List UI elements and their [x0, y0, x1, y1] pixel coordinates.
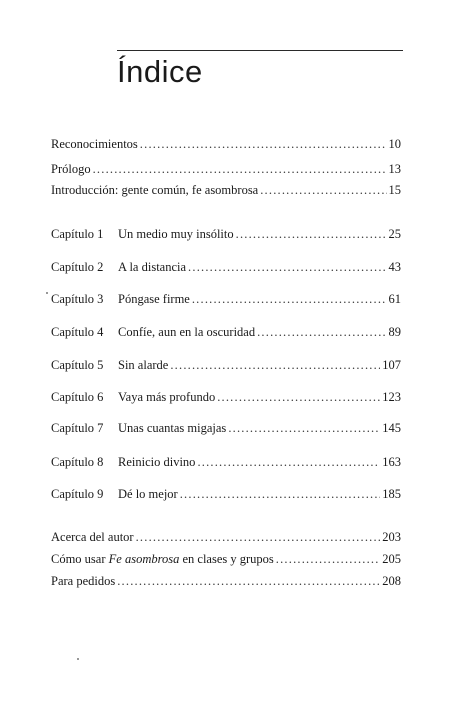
toc-entry-label: Prólogo: [51, 162, 91, 176]
chapter-page: 61: [388, 292, 401, 306]
toc-entry-para-pedidos: [51, 574, 401, 589]
toc-chapter-7: [51, 421, 401, 436]
toc-chapter-4: [51, 325, 401, 340]
dot-leader: [236, 227, 387, 242]
chapter-page: 145: [382, 421, 401, 435]
toc-chapter-9: [51, 487, 401, 502]
toc-chapter-2: [51, 260, 401, 275]
dot-leader: [136, 530, 381, 545]
chapter-page: 43: [388, 260, 401, 274]
toc-chapter-3: [51, 292, 401, 307]
chapter-title: Dé lo mejor: [118, 487, 178, 501]
dot-leader: [180, 487, 381, 502]
chapter-title: A la distancia: [118, 260, 187, 274]
toc-entry-prologo: [51, 162, 401, 177]
chapter-number: Capítulo 3: [51, 292, 104, 306]
dot-leader: [217, 390, 380, 405]
toc-entry-label: Reconocimientos: [51, 137, 138, 151]
toc-entry-page: 10: [388, 137, 401, 151]
dot-leader: [140, 137, 387, 152]
scan-speck: [77, 658, 79, 660]
toc-entry-page: 15: [388, 183, 401, 197]
chapter-title: Vaya más profundo: [118, 390, 216, 404]
toc-entry-page: 203: [382, 530, 401, 544]
label-text-after: en clases y grupos: [179, 552, 274, 566]
chapter-title: Sin alarde: [118, 358, 169, 372]
chapter-number: Capítulo 2: [51, 260, 104, 274]
toc-entry-reconocimientos: [51, 137, 401, 152]
toc-chapter-1: [51, 227, 401, 242]
toc-entry-label: Introducción: gente común, fe asombrosa: [51, 183, 259, 197]
toc-entry-acerca-del-autor: [51, 530, 401, 545]
book-title-italic: Fe asombrosa: [108, 552, 180, 566]
toc-entry-label: Acerca del autor: [51, 530, 134, 544]
chapter-number: Capítulo 8: [51, 455, 104, 469]
page-title: Índice: [117, 54, 203, 89]
chapter-page: 107: [382, 358, 401, 372]
toc-chapter-5: [51, 358, 401, 373]
toc-entry-page: 208: [382, 574, 401, 588]
chapter-title: Un medio muy insólito: [118, 227, 234, 241]
dot-leader: [260, 183, 386, 198]
dot-leader: [197, 455, 380, 470]
chapter-number: Capítulo 4: [51, 325, 104, 339]
chapter-number: Capítulo 5: [51, 358, 104, 372]
dot-leader: [188, 260, 386, 275]
chapter-page: 25: [388, 227, 401, 241]
dot-leader: [170, 358, 380, 373]
dot-leader: [192, 292, 387, 307]
toc-entry-label: Para pedidos: [51, 574, 116, 588]
chapter-page: 185: [382, 487, 401, 501]
dot-leader: [228, 421, 380, 436]
toc-chapter-6: [51, 390, 401, 405]
toc-chapter-8: [51, 455, 401, 470]
dot-leader: [276, 552, 380, 567]
toc-entry-page: 13: [388, 162, 401, 176]
title-rule: [117, 50, 403, 51]
label-text-before: Cómo usar: [51, 552, 109, 566]
dot-leader: [257, 325, 386, 340]
toc-entry-introduccion: [51, 183, 401, 198]
dot-leader: [93, 162, 387, 177]
toc-entry-label: [51, 552, 274, 567]
toc-entry-como-usar: [51, 552, 401, 567]
chapter-title: Confíe, aun en la oscuridad: [118, 325, 256, 339]
chapter-number: Capítulo 1: [51, 227, 104, 241]
chapter-page: 163: [382, 455, 401, 469]
chapter-number: Capítulo 6: [51, 390, 104, 404]
chapter-title: Unas cuantas migajas: [118, 421, 227, 435]
scan-speck: [46, 292, 48, 294]
dot-leader: [117, 574, 380, 589]
chapter-number: Capítulo 9: [51, 487, 104, 501]
chapter-title: Reinicio divino: [118, 455, 196, 469]
toc-entry-page: 205: [382, 552, 401, 566]
chapter-number: Capítulo 7: [51, 421, 104, 435]
chapter-page: 123: [382, 390, 401, 404]
chapter-title: Póngase firme: [118, 292, 190, 306]
chapter-page: 89: [388, 325, 401, 339]
